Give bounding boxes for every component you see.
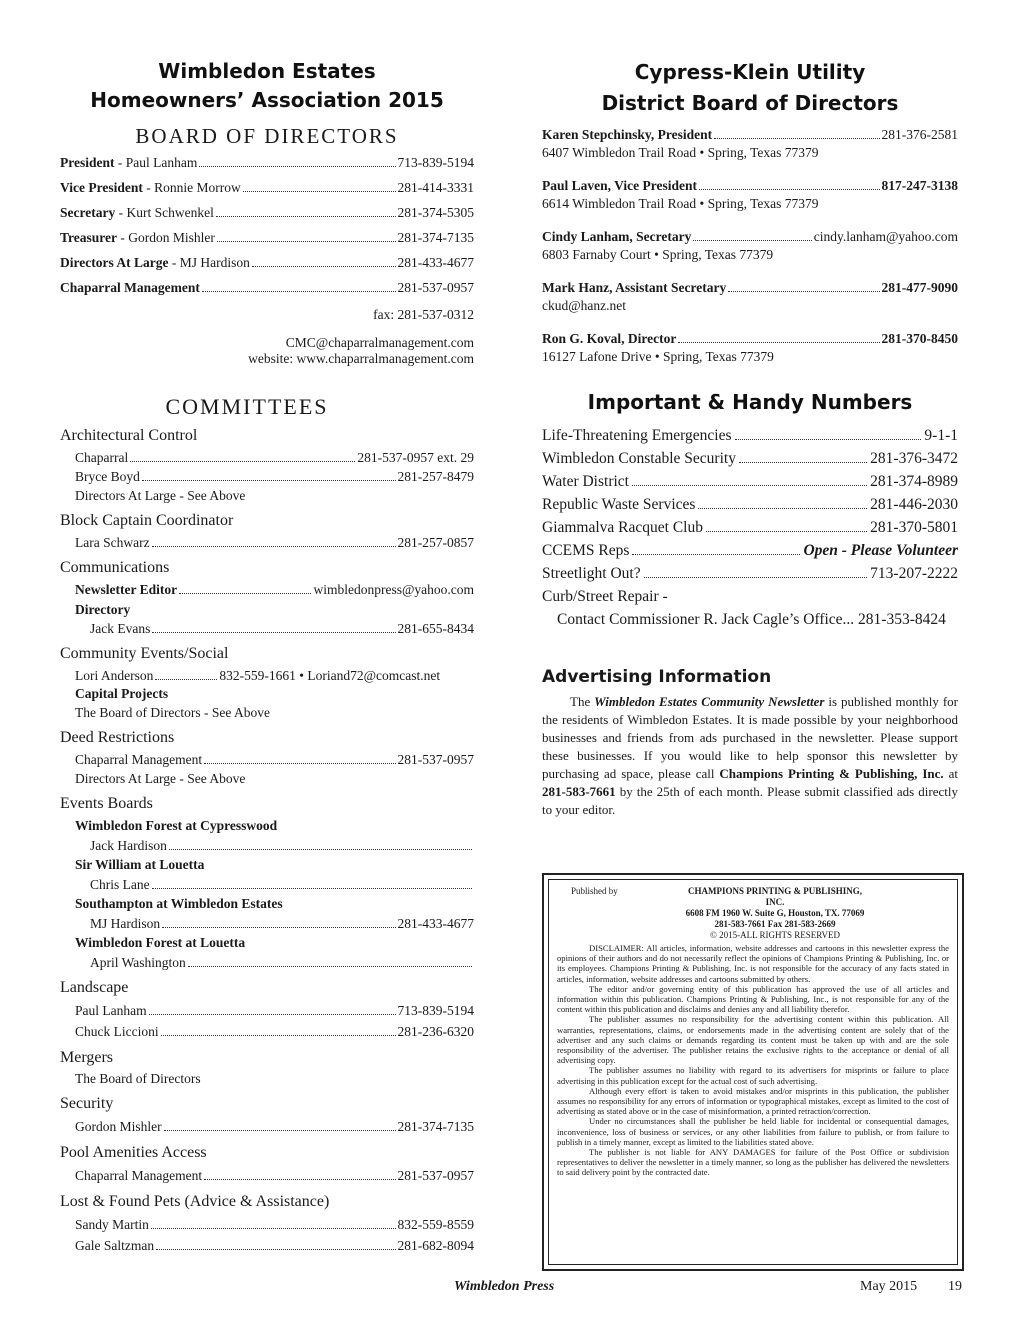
publisher-box-inner bbox=[548, 879, 958, 1265]
committee-note: The Board of Directors bbox=[75, 1071, 201, 1086]
committee-title: Events Boards bbox=[60, 795, 153, 812]
board-list bbox=[60, 155, 474, 305]
committee-phone: 281-537-0957 ext. 29 bbox=[357, 450, 474, 465]
disclaimer-paragraph: Although every effort is taken to avoid mistakes and/or misprints in this publication, the publisher assumes no responsibility for any errors of information or typographical mistakes, except as limited to the cost of advertising as stated above or in the case of misinformation, a printed retraction/correction. bbox=[557, 1085, 949, 1117]
utility-member-name: Mark Hanz, Assistant Secretary bbox=[542, 280, 727, 295]
committee-phone: 713-839-5194 bbox=[397, 1003, 474, 1018]
handy-label: Life-Threatening Emergencies bbox=[542, 427, 732, 444]
board-role: Directors At Large bbox=[60, 255, 169, 270]
board-row bbox=[60, 230, 474, 255]
handy-curb-line1: Curb/Street Repair - bbox=[542, 588, 668, 605]
committee-title: Mergers bbox=[60, 1049, 114, 1066]
ad-text: The bbox=[570, 694, 595, 709]
board-phone: 281-374-5305 bbox=[397, 205, 474, 220]
publisher-rights: © 2015-ALL RIGHTS RESERVED bbox=[709, 930, 841, 940]
board-name: - Gordon Mishler bbox=[117, 230, 215, 245]
committee-phone: 281-682-8094 bbox=[397, 1238, 474, 1253]
disclaimer-paragraph: The publisher is not liable for ANY DAMAGES for failure of the Post Office or subdivision representatives to deliver the newsletter in a timely manner, so long as the publisher has delivered the newsletters to said delivery point by the contracted date. bbox=[557, 1147, 949, 1178]
committee-title: Deed Restrictions bbox=[60, 729, 175, 746]
committee-member: Lori Anderson bbox=[75, 668, 154, 683]
board-phone: 281-433-4677 bbox=[397, 255, 474, 270]
committee-member: Sandy Martin bbox=[75, 1217, 149, 1232]
utility-member-email[interactable]: ckud@hanz.net bbox=[542, 298, 627, 313]
committee-email[interactable]: wimbledonpress@yahoo.com bbox=[313, 582, 474, 597]
advertising-title: Advertising Information bbox=[542, 667, 772, 687]
board-row bbox=[60, 155, 474, 180]
handy-item bbox=[542, 493, 958, 516]
committee-phone: 832-559-8559 bbox=[397, 1217, 474, 1232]
publisher-address: 6608 FM 1960 W. Suite G, Houston, TX. 77069 bbox=[685, 908, 865, 918]
board-role: Secretary bbox=[60, 205, 116, 220]
utility-member-address: 6803 Farnaby Court • Spring, Texas 77379 bbox=[542, 247, 774, 262]
committee-member: Bryce Boyd bbox=[75, 469, 140, 484]
right-column bbox=[542, 0, 958, 819]
ad-text: is published monthly for the residents of Wimbledon Estates. It is made possible by your neighborhood businesses and friends from ads purchased in the newsletter. Please support these businesses. If you would like to help sponsor this newsletter by purchasing ad space, please call bbox=[542, 694, 958, 781]
handy-label: Wimbledon Constable Security bbox=[542, 450, 736, 467]
board-name: - Paul Lanham bbox=[114, 155, 198, 170]
committee-phone: 281-257-0857 bbox=[397, 535, 474, 550]
handy-value: 281-370-5801 bbox=[870, 519, 958, 536]
ad-text: by the 25th of each month. Please submit classified ads directly to your editor. bbox=[542, 784, 958, 817]
handy-item bbox=[542, 470, 958, 493]
committee-member: Chaparral bbox=[75, 450, 129, 465]
committee-phone: 281-537-0957 bbox=[397, 752, 474, 767]
committee-phone: 281-236-6320 bbox=[397, 1024, 474, 1039]
handy-value: 713-207-2222 bbox=[870, 565, 958, 582]
committee-member: Gordon Mishler bbox=[75, 1119, 162, 1134]
board-phone: 281-414-3331 bbox=[397, 180, 474, 195]
handy-value: 281-446-2030 bbox=[870, 496, 958, 513]
publisher-phones: 281-583-7661 Fax 281-583-2669 bbox=[714, 919, 836, 929]
utility-member-contact: 817-247-3138 bbox=[881, 178, 958, 193]
footer-date: May 2015 bbox=[860, 1279, 918, 1294]
handy-title: Important & Handy Numbers bbox=[587, 390, 913, 414]
utility-title-line2: District Board of Directors bbox=[601, 91, 899, 115]
chaparral-fax: fax: 281-537-0312 bbox=[373, 307, 474, 322]
utility-member-name: Ron G. Koval, Director bbox=[542, 331, 677, 346]
board-role: Chaparral Management bbox=[60, 280, 200, 295]
publisher-phone: 281-583-7661 bbox=[542, 784, 616, 799]
ad-text: at bbox=[943, 766, 958, 781]
board-role: President bbox=[60, 155, 115, 170]
handy-value: 281-376-3472 bbox=[870, 450, 958, 467]
committee-member: MJ Hardison bbox=[90, 916, 161, 931]
committee-member: Jack Hardison bbox=[90, 838, 167, 853]
committee-title: Security bbox=[60, 1095, 114, 1112]
handy-label: Water District bbox=[542, 473, 629, 490]
handy-curb-line2: Contact Commissioner R. Jack Cagle’s Office... 281-353-8424 bbox=[557, 611, 946, 628]
board-name: - MJ Hardison bbox=[168, 255, 250, 270]
committee-contact: 832-559-1661 • Loriand72@comcast.net bbox=[219, 668, 441, 683]
committee-note: Directors At Large - See Above bbox=[75, 771, 246, 786]
committees-heading: COMMITTEES bbox=[165, 394, 329, 419]
handy-item bbox=[542, 424, 958, 447]
committee-phone: 281-257-8479 bbox=[397, 469, 474, 484]
committee-phone: 281-374-7135 bbox=[397, 1119, 474, 1134]
board-row bbox=[60, 280, 474, 305]
handy-label: CCEMS Reps bbox=[542, 542, 630, 559]
committee-title: Pool Amenities Access bbox=[60, 1144, 207, 1161]
board-subdivision: Wimbledon Forest at Cypresswood bbox=[75, 818, 278, 833]
advertising-paragraph bbox=[542, 693, 958, 819]
hoa-title-line2: Homeowners’ Association 2015 bbox=[90, 88, 444, 112]
board-heading: BOARD OF DIRECTORS bbox=[135, 124, 399, 148]
disclaimer-paragraph: The publisher assumes no liability with regard to its advertisers for misprints or failure to place advertising in this publication except for the actual cost of such advertising. bbox=[557, 1065, 949, 1086]
committee-phone: 281-655-8434 bbox=[397, 621, 474, 636]
committee-title: Landscape bbox=[60, 979, 129, 996]
handy-item bbox=[542, 447, 958, 470]
utility-member bbox=[542, 278, 958, 315]
utility-member bbox=[542, 125, 958, 162]
board-role: Treasurer bbox=[60, 230, 117, 245]
committee-phone: 281-433-4677 bbox=[397, 916, 474, 931]
handy-value: 281-374-8989 bbox=[870, 473, 958, 490]
handy-item bbox=[542, 516, 958, 539]
committee-role: Directory bbox=[75, 602, 131, 617]
utility-member-name: Cindy Lanham, Secretary bbox=[542, 229, 692, 244]
committee-member: Chuck Liccioni bbox=[75, 1024, 159, 1039]
handy-label: Republic Waste Services bbox=[542, 496, 696, 513]
disclaimer-paragraph: DISCLAIMER: All articles, information, website addresses and cartoons in this newsletter express the opinions of their authors and do not necessarily reflect the opinions of Champions Printing & Publishing, Inc. or its employees. Champions Printing & Publishing, Inc. is not responsible for the accuracy of any facts stated in articles, information, website addresses and cartoons submitted by others. bbox=[557, 943, 949, 984]
committee-title: Community Events/Social bbox=[60, 645, 229, 662]
publisher-name: Champions Printing & Publishing, Inc. bbox=[719, 766, 944, 781]
handy-label: Streetlight Out? bbox=[542, 565, 641, 582]
utility-member-name: Paul Laven, Vice President bbox=[542, 178, 697, 193]
board-phone: 713-839-5194 bbox=[397, 155, 474, 170]
board-row bbox=[60, 180, 474, 205]
published-by-label: Published by bbox=[571, 886, 618, 896]
committee-title: Communications bbox=[60, 559, 170, 576]
board-role: Vice President bbox=[60, 180, 143, 195]
footer-publication: Wimbledon Press bbox=[454, 1279, 555, 1294]
utility-member bbox=[542, 227, 958, 264]
utility-member-contact: 281-477-9090 bbox=[881, 280, 958, 295]
committee-title: Block Captain Coordinator bbox=[60, 512, 234, 529]
utility-member bbox=[542, 329, 958, 366]
board-subdivision: Wimbledon Forest at Louetta bbox=[75, 935, 246, 950]
committee-member: Lara Schwarz bbox=[75, 535, 150, 550]
publisher-company: CHAMPIONS PRINTING & PUBLISHING, INC. bbox=[687, 886, 862, 907]
utility-member-contact: 281-370-8450 bbox=[881, 331, 958, 346]
committee-member: Jack Evans bbox=[90, 621, 151, 636]
committee-member: April Washington bbox=[90, 955, 186, 970]
disclaimer-paragraph: The publisher assumes no responsibility for the advertising content within this publication. All warranties, representations, claims, or endorsements made in the advertising content are solely that of the advertiser and any such claims or demands regarding its content must be taken up with and are the sole responsibility of the advertiser. The publisher retains the exclusive rights to the acceptance or denial of all advertising copy. bbox=[557, 1014, 949, 1066]
board-name: - Ronnie Morrow bbox=[142, 180, 241, 195]
footer-page-number: 19 bbox=[948, 1279, 962, 1294]
committee-role: Capital Projects bbox=[75, 686, 169, 701]
handy-item bbox=[542, 539, 958, 562]
committee-title: Lost & Found Pets (Advice & Assistance) bbox=[60, 1193, 330, 1210]
chaparral-email[interactable]: CMC@chaparralmanagement.com bbox=[285, 335, 474, 350]
left-column bbox=[60, 0, 474, 1256]
committee-member: Gale Saltzman bbox=[75, 1238, 155, 1253]
utility-member-address: 6614 Wimbledon Trail Road • Spring, Texas 77379 bbox=[542, 196, 819, 211]
committee-title: Architectural Control bbox=[60, 427, 198, 444]
handy-list bbox=[542, 424, 958, 631]
board-row bbox=[60, 205, 474, 230]
chaparral-website[interactable]: website: www.chaparralmanagement.com bbox=[248, 351, 474, 366]
handy-value: Open - Please Volunteer bbox=[803, 542, 958, 559]
committee-note: The Board of Directors - See Above bbox=[75, 705, 270, 720]
utility-member-contact: 281-376-2581 bbox=[881, 127, 958, 142]
board-phone: 281-374-7135 bbox=[397, 230, 474, 245]
committee-role: Newsletter Editor bbox=[75, 582, 178, 597]
utility-member-name: Karen Stepchinsky, President bbox=[542, 127, 713, 142]
board-subdivision: Southampton at Wimbledon Estates bbox=[75, 896, 283, 911]
utility-member-email[interactable]: cindy.lanham@yahoo.com bbox=[813, 229, 958, 244]
board-phone: 281-537-0957 bbox=[397, 280, 474, 295]
board-subdivision: Sir William at Louetta bbox=[75, 857, 205, 872]
board-name: - Kurt Schwenkel bbox=[115, 205, 214, 220]
handy-value: 9-1-1 bbox=[924, 427, 958, 444]
utility-member bbox=[542, 176, 958, 213]
handy-label: Giammalva Racquet Club bbox=[542, 519, 703, 536]
utility-title-line1: Cypress-Klein Utility bbox=[634, 60, 866, 84]
committee-phone: 281-537-0957 bbox=[397, 1168, 474, 1183]
committee-member: Chaparral Management bbox=[75, 752, 203, 767]
utility-member-address: 6407 Wimbledon Trail Road • Spring, Texas 77379 bbox=[542, 145, 819, 160]
committee-member: Chaparral Management bbox=[75, 1168, 203, 1183]
newsletter-name: Wimbledon Estates Community Newsletter bbox=[594, 694, 825, 709]
publisher-box bbox=[542, 873, 964, 1271]
hoa-title-line1: Wimbledon Estates bbox=[158, 59, 376, 83]
committee-member: Chris Lane bbox=[90, 877, 150, 892]
utility-member-address: 16127 Lafone Drive • Spring, Texas 77379 bbox=[542, 349, 774, 364]
committee-member: Paul Lanham bbox=[75, 1003, 147, 1018]
board-row bbox=[60, 255, 474, 280]
disclaimer-paragraph: The editor and/or governing entity of this publication has approved the use of all articles and information within this publication. Champions Printing & Publishing, Inc., is not responsible for any of the content within this publication and disclaims and denies any and all liability therefor. bbox=[557, 983, 949, 1015]
handy-item bbox=[542, 562, 958, 585]
disclaimer-paragraph: Under no circumstances shall the publisher be held liable for incidental or consequential damages, inconvenience, loss of business or services, or any other liabilities from failure to publish, or from failure to publish in a timely manner, except as limited to the liabilities stated above. bbox=[557, 1116, 949, 1147]
committee-note: Directors At Large - See Above bbox=[75, 488, 246, 503]
